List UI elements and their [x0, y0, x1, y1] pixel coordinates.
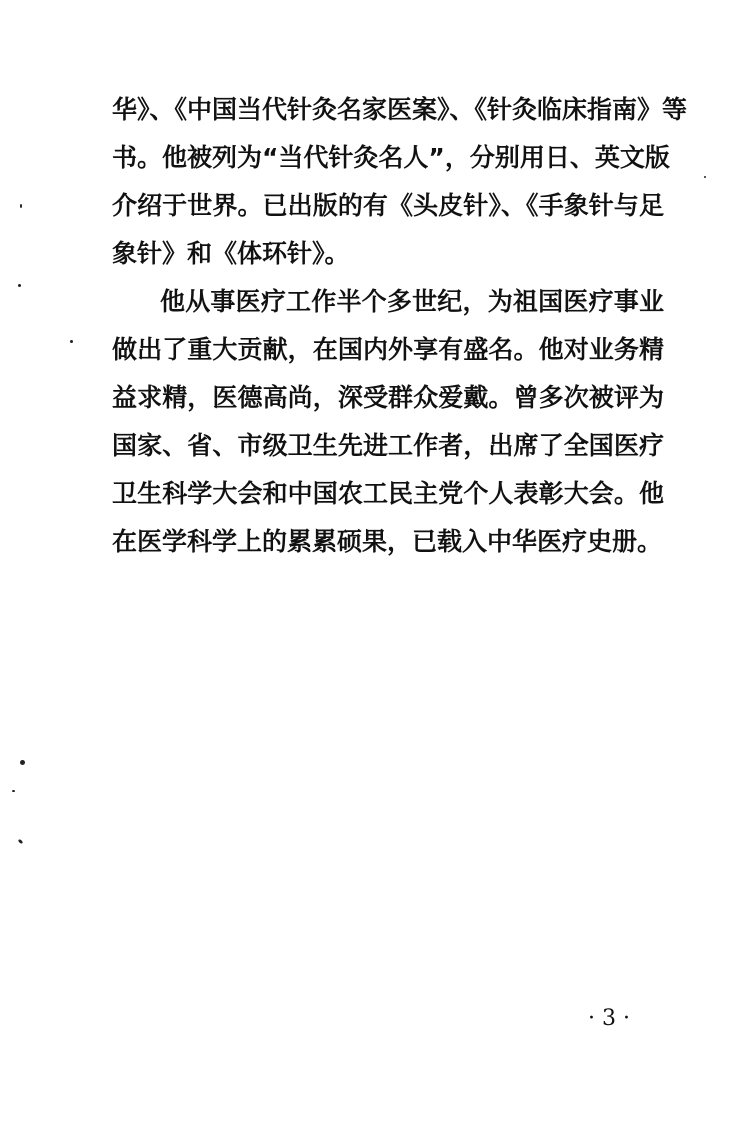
paragraph-2-line-4: 国家、省、市级卫生先进工作者，出席了全国医疗 [112, 431, 664, 460]
paragraph-1-line-3: 介绍于世界。已出版的有《头皮针》、《手象针与足 [112, 191, 664, 220]
paragraph-2-line-5: 卫生科学大会和中国农工民主党个人表彰大会。他 [112, 479, 664, 508]
scan-speck [12, 790, 15, 792]
scan-speck [70, 340, 73, 343]
scan-speck [18, 284, 21, 287]
paragraph-1-line-4: 象针》和《体环针》。 [112, 239, 350, 268]
scan-speck [20, 760, 25, 765]
paragraph-2-line-1: 他从事医疗工作半个多世纪，为祖国医疗事业 [160, 287, 664, 316]
scan-speck [18, 839, 24, 845]
paragraph-2-line-3: 益求精，医德高尚，深受群众爱戴。曾多次被评为 [112, 383, 664, 412]
paragraph-2-line-6: 在医学科学上的累累硕果，已载入中华医疗史册。 [112, 527, 663, 556]
paragraph-1-line-2: 书。他被列为“当代针灸名人”，分别用日、英文版 [112, 143, 670, 172]
paragraph-1-line-1: 华》、《中国当代针灸名家医案》、《针灸临床指南》等 [112, 95, 688, 124]
scan-speck [704, 176, 706, 178]
scan-speck [20, 204, 22, 208]
paragraph-2-line-2: 做出了重大贡献，在国内外享有盛名。他对业务精 [112, 335, 664, 364]
page-number: · 3 · [588, 1006, 630, 1031]
